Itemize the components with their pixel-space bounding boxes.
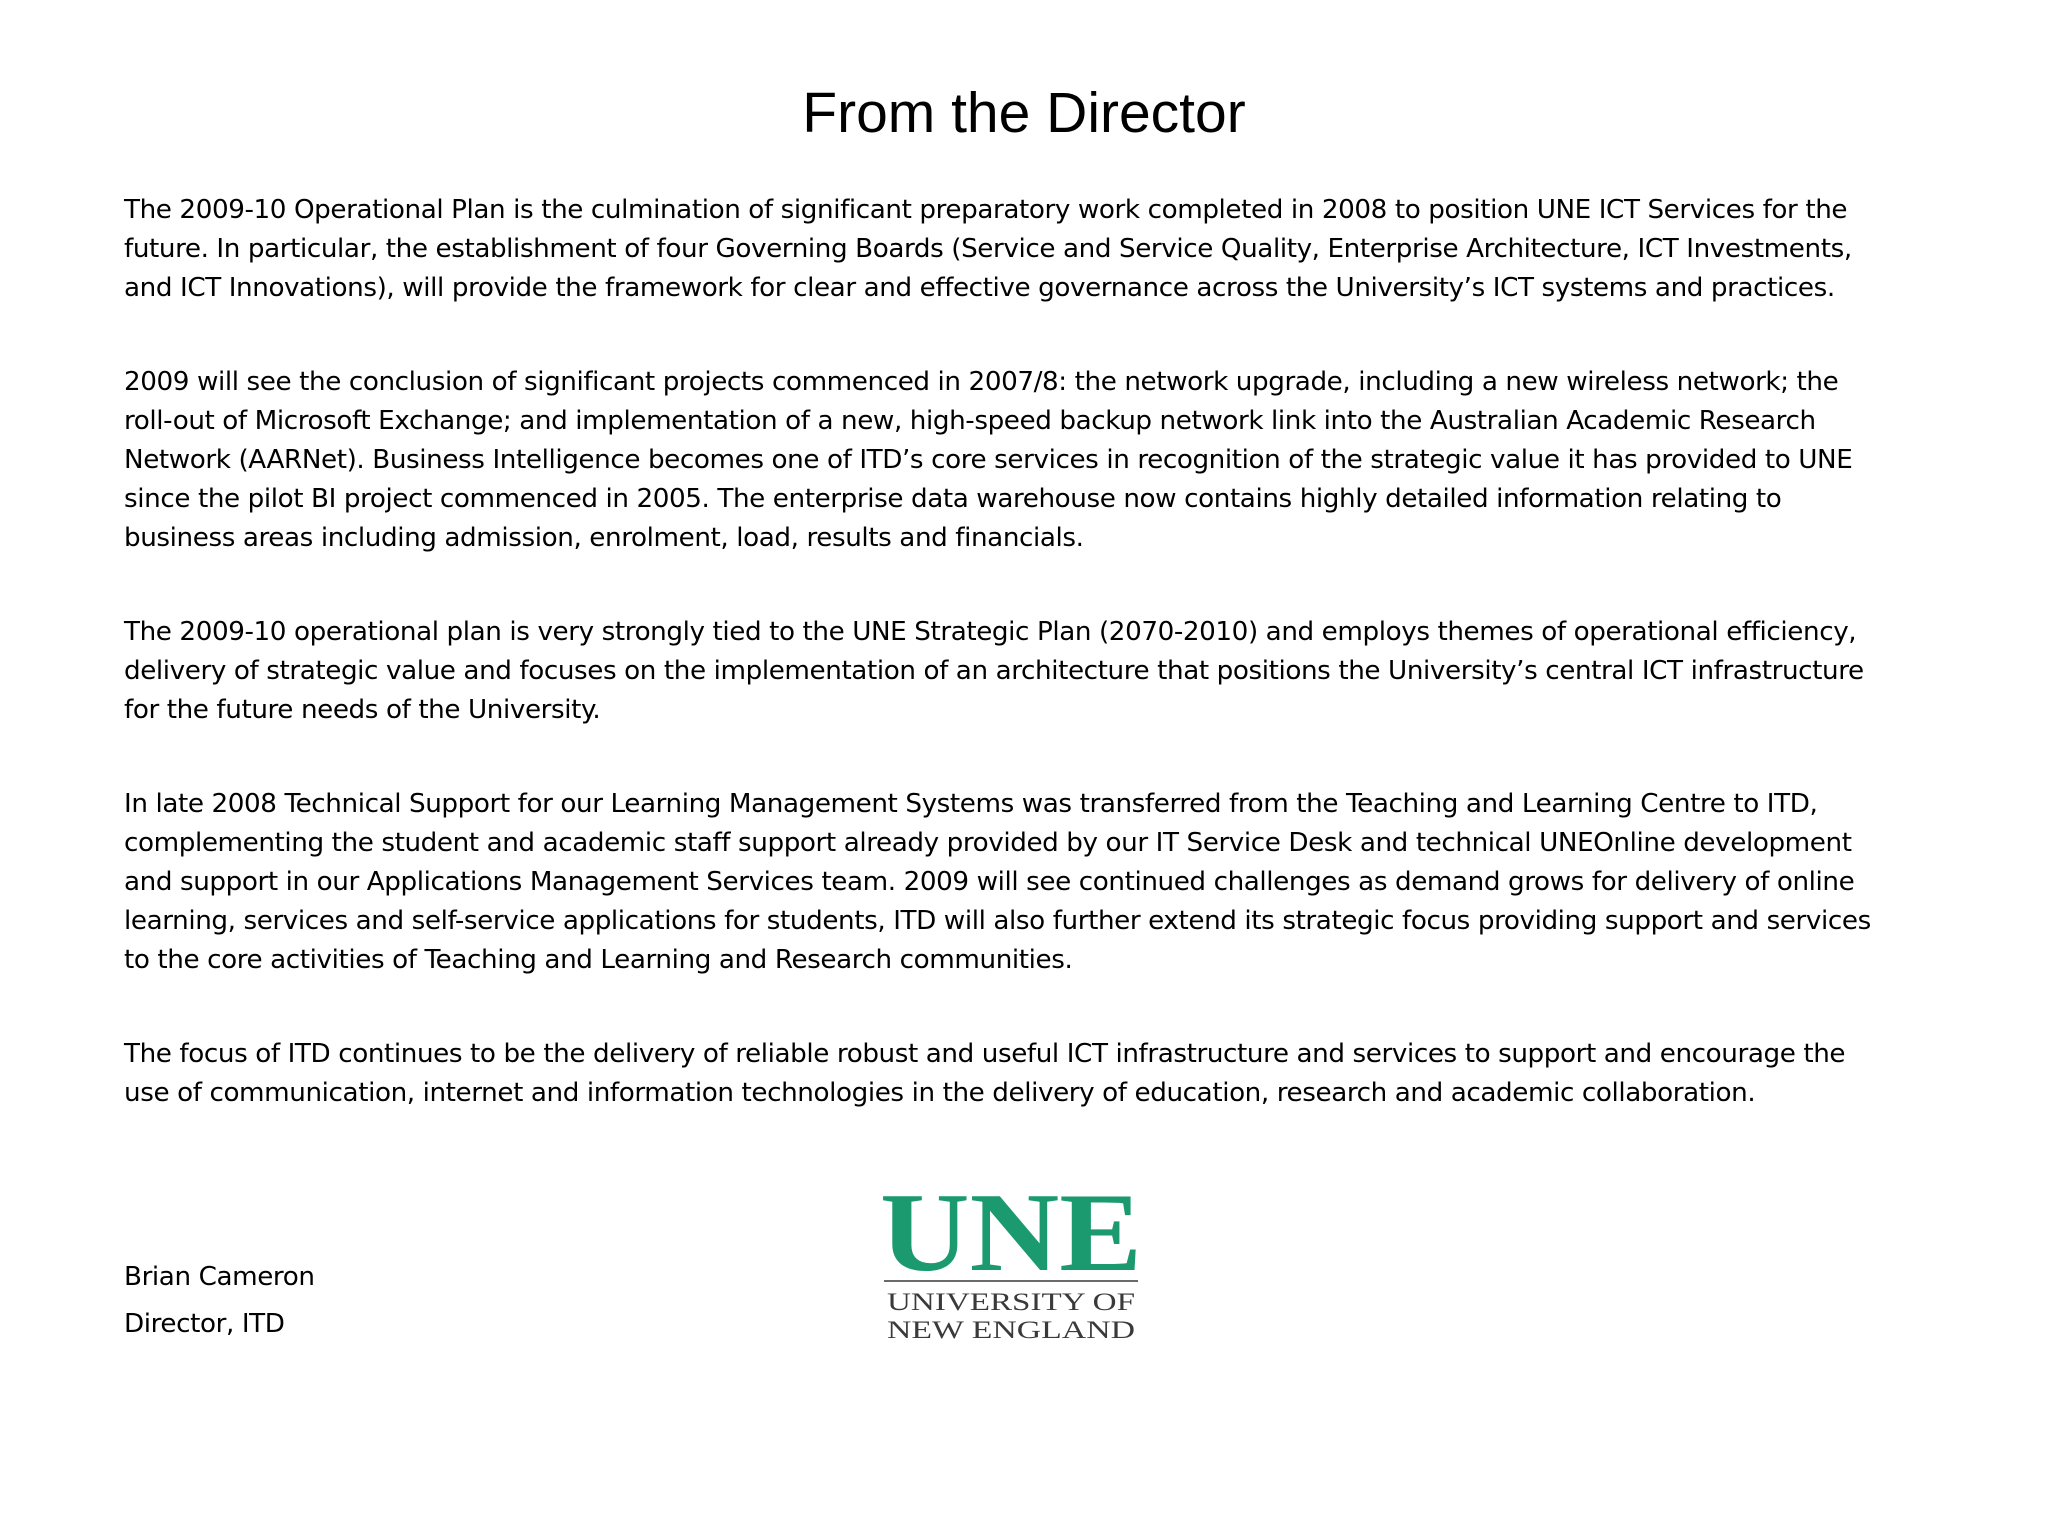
logo-line-2: NEW ENGLAND (887, 1317, 1135, 1344)
logo-line-1: UNIVERSITY OF (887, 1289, 1135, 1316)
paragraph: The 2009-10 operational plan is very strongly tied to the UNE Strategic Plan (2070-2010) and employs themes of operational efficiency, delivery of strategic value and focuses on the implementation of an architecture that positions the University’s central ICT infrastructure for the future needs of the University. (124, 617, 1864, 725)
signatory-name: Brian Cameron (124, 1262, 315, 1292)
signatory-role: Director, ITD (124, 1309, 285, 1339)
paragraph: The 2009-10 Operational Plan is the culmination of significant preparatory work completed in 2008 to position UNE ICT Services for the future. In particular, the establishment of four Governing Boards (Service and Service Quality, Enterprise Architecture, ICT Investments, and ICT Innovations), will provide the framework for clear and effective governance across the University’s ICT systems and practices. (124, 195, 1852, 303)
logo-wordmark: UNE (880, 1171, 1142, 1295)
letter-body (124, 191, 1884, 1168)
page-title: From the Director (802, 81, 1246, 145)
paragraph: 2009 will see the conclusion of significant projects commenced in 2007/8: the network upgrade, including a new wireless network; the roll-out of Microsoft Exchange; and implementation of a new, high-speed backup network link into the Australian Academic Research Network (AARNet). Business Intelligence becomes one of ITD’s core services in recognition of the strategic value it has provided to UNE since the pilot BI project commenced in 2005. The enterprise data warehouse now contains highly detailed information relating to business areas including admission, enrolment, load, results and financials. (124, 367, 1853, 553)
signature-block (124, 1254, 315, 1348)
paragraph: In late 2008 Technical Support for our Learning Management Systems was transferred from the Teaching and Learning Centre to ITD, complementing the student and academic staff support already provided by our IT Service Desk and technical UNEOnline development and support in our Applications Management Services team. 2009 will see continued challenges as demand grows for delivery of online learning, services and self-service applications for students, ITD will also further extend its strategic focus providing support and services to the core activities of Teaching and Learning and Research communities. (124, 789, 1871, 975)
une-logo (876, 1170, 1146, 1345)
paragraph: The focus of ITD continues to be the delivery of reliable robust and useful ICT infrastructure and services to support and encourage the use of communication, internet and information technologies in the delivery of education, research and academic collaboration. (124, 1039, 1846, 1108)
